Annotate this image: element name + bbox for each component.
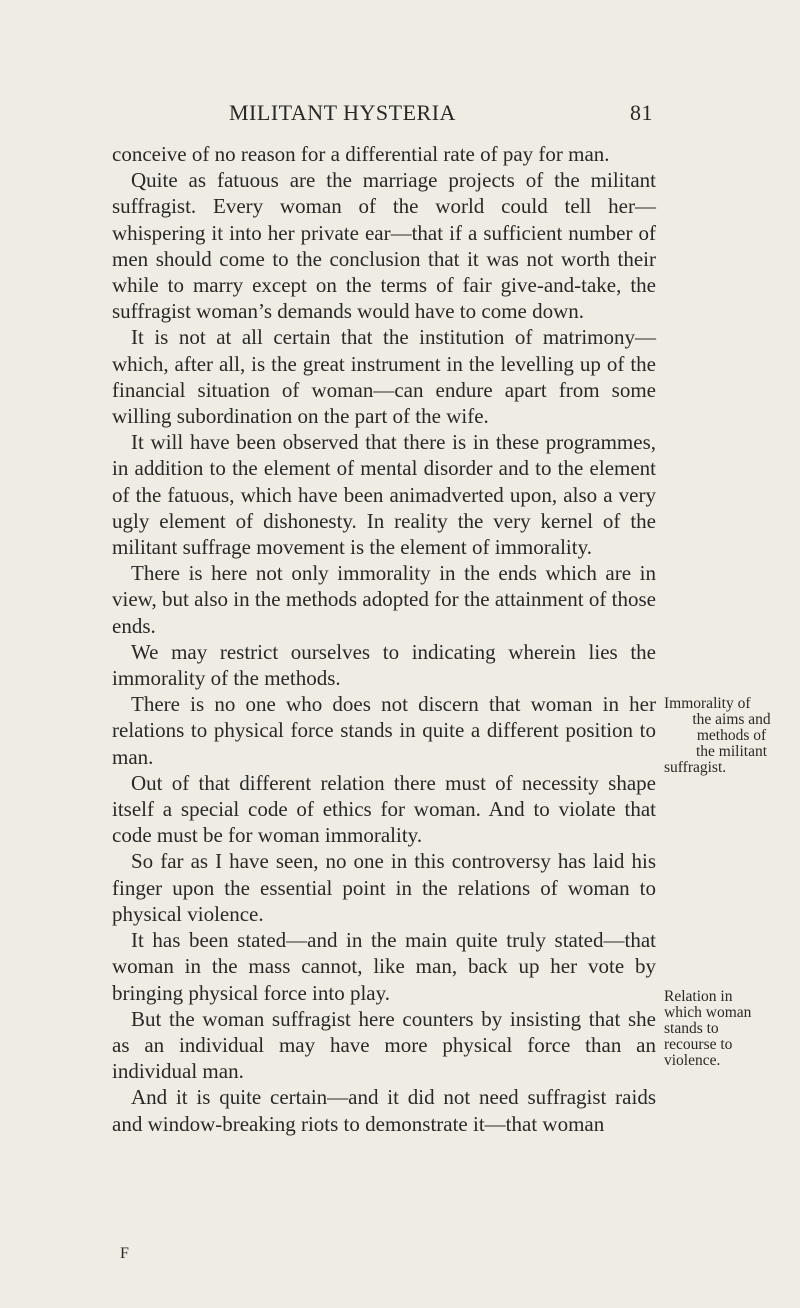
margin-note-line: stands to	[664, 1020, 719, 1037]
paragraph: It is not at all certain that the institution of matrimony—which, after all, is the great instrument in the levelling up of the financial situation of woman—can endure apart from some willing subordination on the part of the wife.	[112, 325, 656, 429]
margin-note-line: methods of	[696, 727, 767, 744]
running-title: MILITANT HYSTERIA	[229, 100, 456, 125]
margin-note-line: suffragist.	[664, 759, 727, 776]
body-text	[112, 141, 656, 1137]
paragraph: Quite as fatuous are the marriage projects of the militant suffragist. Every woman of the world could tell her—whispering it into her private ear—that if a sufficient number of men should come to the conclusion that it was not worth their while to marry except on the terms of fair give-and-take, the suffragist woman’s demands would have to come down.	[112, 168, 656, 324]
paragraph: conceive of no reason for a differential rate of pay for man.	[112, 142, 610, 166]
page-number: 81	[630, 100, 653, 125]
margin-note-line: violence.	[664, 1052, 721, 1069]
paragraph: It has been stated—and in the main quite truly stated—that woman in the mass cannot, like man, back up her vote by bringing physical force into play.	[112, 928, 656, 1005]
paragraph: But the woman suffragist here counters by insisting that she as an individual may have more physical force than an individual man.	[112, 1006, 656, 1084]
margin-note-line: recourse to	[664, 1036, 733, 1053]
margin-note-line: Immorality of	[664, 695, 751, 712]
paragraph: It will have been observed that there is in these programmes, in addition to the element of mental disorder and to the element of the fatuous, which have been animadverted upon, also a very ugly element of dishonesty. In reality the very kernel of the militant suffrage movement is the element of immorality.	[112, 430, 656, 560]
margin-note-immorality	[664, 696, 799, 776]
paragraph: There is here not only immorality in the ends which are in view, but also in the methods adopted for the attainment of those ends.	[112, 561, 656, 638]
paragraph: Out of that different relation there must of necessity shape itself a special code of ethics for woman. And to violate that code must be for woman immorality.	[112, 770, 656, 848]
running-header	[229, 100, 653, 126]
paragraph: So far as I have seen, no one in this controversy has laid his finger upon the essential point in the relations of woman to physical violence.	[112, 849, 656, 926]
margin-note-relation	[664, 989, 799, 1069]
margin-note-line: which woman	[664, 1004, 752, 1021]
paragraph: And it is quite certain—and it did not need suffragist raids and window-breaking riots to demonstrate it—that woman	[112, 1085, 656, 1136]
signature-mark: F	[120, 1245, 130, 1262]
paragraph: There is no one who does not discern that woman in her relations to physical force stands in quite a different position to man.	[112, 692, 656, 769]
paragraph: We may restrict ourselves to indicating wherein lies the immorality of the methods.	[112, 639, 656, 691]
margin-note-line: the aims and	[692, 711, 771, 728]
margin-note-line: the militant	[695, 743, 768, 760]
margin-note-line: Relation in	[664, 988, 733, 1005]
